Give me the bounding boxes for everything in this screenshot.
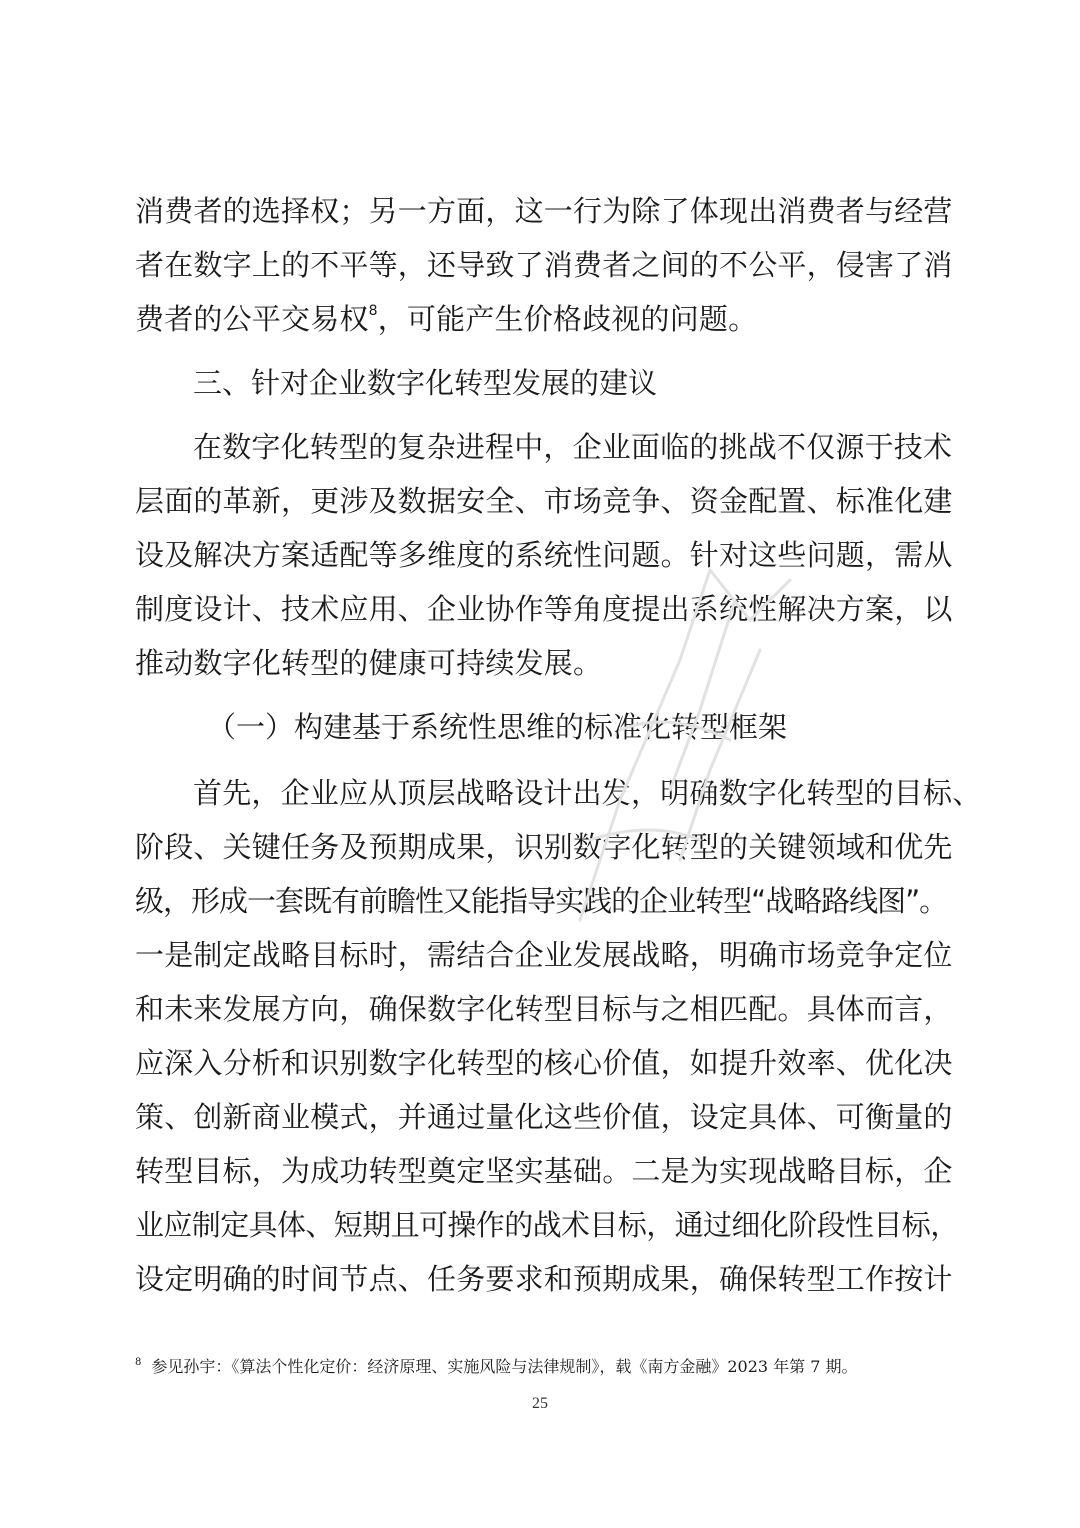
paragraph-intro	[135, 420, 953, 690]
text-line: 设及解决方案适配等多维度的系统性问题。针对这些问题，需从	[135, 538, 953, 572]
text-line: 者在数字上的不平等，还导致了消费者之间的不公平，侵害了消	[135, 248, 953, 282]
footnote-text: 参见孙宇：《算法个性化定价：经济原理、实施风险与法律规制》，载《南方金融》2023 年第 7 期。	[151, 1357, 858, 1376]
text-fragment: ，可能产生价格歧视的问题。	[377, 302, 758, 336]
subsection-heading-block	[135, 700, 947, 754]
section-heading: 三、针对企业数字化转型发展的建议	[193, 366, 658, 400]
text-line: 业应制定具体、短期且可操作的战术目标，通过细化阶段性目标，	[135, 1208, 959, 1242]
text-line: 在数字化转型的复杂进程中，企业面临的挑战不仅源于技术	[193, 430, 953, 464]
text-line: 转型目标，为成功转型奠定坚实基础。二是为实现战略目标，企	[135, 1154, 953, 1188]
text-line: 级，形成一套既有前瞻性又能指导实践的企业转型“战略路线图”。	[135, 884, 947, 918]
page-number: 25	[532, 1395, 548, 1412]
text-line: 制度设计、技术应用、企业协作等角度提出系统性解决方案，以	[135, 592, 953, 626]
text-line: 和未来发展方向，确保数字化转型目标与之相匹配。具体而言，	[135, 992, 953, 1026]
text-line: 消费者的选择权；另一方面，这一行为除了体现出消费者与经营	[135, 194, 953, 228]
text-line: 推动数字化转型的健康可持续发展。	[135, 646, 603, 680]
text-line: 设定明确的时间节点、任务要求和预期成果，确保转型工作按计	[135, 1262, 953, 1296]
text-fragment: 费者的公平交易权	[135, 302, 369, 336]
text-line: 应深入分析和识别数字化转型的核心价值，如提升效率、优化决	[135, 1046, 953, 1080]
subsection-heading: （一）构建基于系统性思维的标准化转型框架	[207, 710, 788, 744]
text-line: 策、创新商业模式，并通过量化这些价值，设定具体、可衡量的	[135, 1100, 953, 1134]
text-line: 一是制定战略目标时，需结合企业发展战略，明确市场竞争定位	[135, 938, 953, 972]
footnote-reference: 8	[368, 303, 378, 319]
text-line: 首先，企业应从顶层战略设计出发，明确数字化转型的目标、	[193, 776, 982, 810]
text-line: 层面的革新，更涉及数据安全、市场竞争、资金配置、标准化建	[135, 484, 953, 518]
footnote	[135, 1355, 858, 1379]
text-line: 阶段、关键任务及预期成果，识别数字化转型的关键领域和优先	[135, 830, 953, 864]
text-line	[135, 292, 947, 346]
footnote-marker: 8	[135, 1357, 142, 1368]
paragraph-strategy	[135, 766, 982, 1306]
section-heading-block	[135, 356, 947, 410]
paragraph-consumer-rights	[135, 184, 953, 346]
